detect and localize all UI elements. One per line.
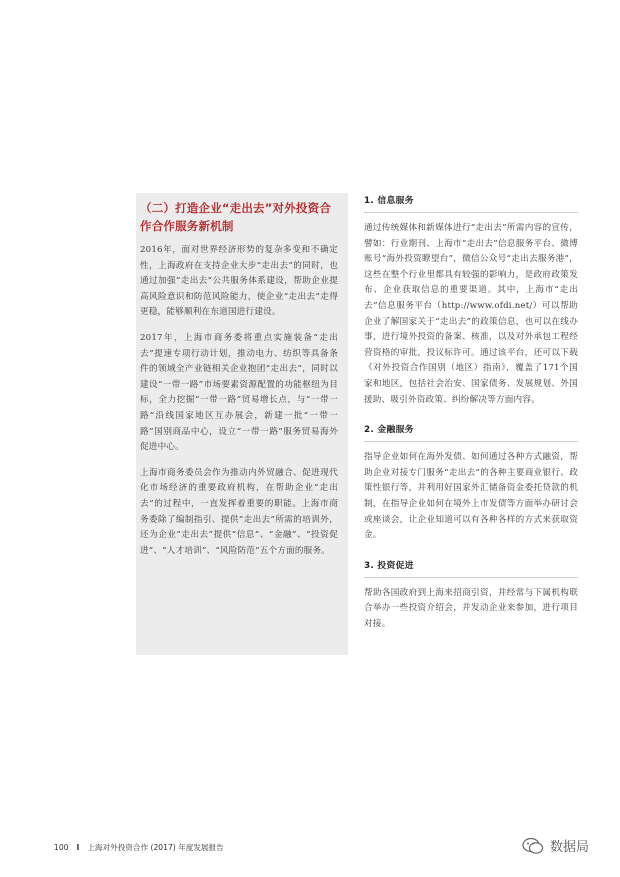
investment-promotion-block bbox=[364, 558, 578, 633]
divider bbox=[364, 212, 578, 213]
watermark-text: 数据局 bbox=[550, 840, 590, 855]
right-column bbox=[364, 193, 578, 646]
info-service-block bbox=[364, 193, 578, 408]
page-number: 100 bbox=[54, 843, 69, 852]
section-title: （二）打造企业“走出去”对外投资合作合作服务新机制 bbox=[140, 201, 332, 233]
divider bbox=[364, 441, 578, 442]
investment-promotion-heading: 3. 投资促进 bbox=[364, 560, 414, 571]
paragraph-commerce-commission: 上海市商务委员会作为推动内外贸融合、促进现代化市场经济的重要政府机构，在帮助企业“走出去”的过程中，一直发挥着重要的职能。上海市商务委除了编制指引、提供“走出去”所需的培训外，还为企业“走出去”提供“信息”、“金融”、“投资促进”、“人才培训”、“风险防范”五个方面的服务。 bbox=[140, 467, 338, 556]
footer-separator: I bbox=[76, 843, 80, 852]
finance-service-text: 指导企业如何在海外发债、如何通过各种方式融资，帮助企业对接专门服务“走出去”的各种主要商业银行、政策性银行等，并利用好国家外汇储备资金委托贷款的机制，在指导企业如何在境外上市发债等方面举办研讨会或座谈会，让企业知道可以有各种各样的方式来获取资金。 bbox=[364, 452, 578, 541]
finance-service-heading: 2. 金融服务 bbox=[364, 425, 414, 436]
paragraph-2016: 2016年，面对世界经济形势的复杂多变和不确定性，上海政府在支持企业大步“走出去”的同时，也通过加强“走出去”公共服务体系建设，帮助企业提高风险意识和防范风险能力，使企业“走出去”走得更稳，能够顺利在东道国进行建设。 bbox=[140, 245, 338, 318]
watermark bbox=[522, 836, 589, 855]
investment-promotion-text: 帮助各国政府到上海来招商引资，并经常与下属机构联合举办一些投资介绍会，并发动企业来参加，进行项目对接。 bbox=[364, 587, 578, 629]
divider bbox=[364, 577, 578, 578]
info-service-text: 通过传统媒体和新媒体进行“走出去”所需内容的宣传，譬如：行业期刊、上海市“走出去”信息服务平台、微博账号“海外投资瞭望台”，微信公众号“走出去服务港”，这些在整个行业里都具有较强的影响力，是政府政策发布、企业获取信息的重要渠道。其中，上海市“走出去”信息服务平台（http://www.ofdi.net/）可以帮助企业了解国家关于“走出去”的政策信息，也可以在线办事，进行境外投资的备案、核准，以及对外承包工程经营资格的审批，投议标许可。通过该平台，还可以下载《对外投资合作国别（地区）指南》，覆盖了171个国家和地区，包括社会治安、国家债务、发展规划、外国援助、吸引外资政策、纠纷解决等方面内容。 bbox=[364, 223, 578, 405]
left-column bbox=[136, 193, 348, 655]
page-footer bbox=[54, 842, 224, 853]
finance-service-block bbox=[364, 422, 578, 544]
report-title: 上海对外投资合作 (2017) 年度发展报告 bbox=[87, 843, 224, 852]
paragraph-2017: 2017年，上海市商务委将重点实施装备“走出去”提速专项行动计划，推动电力、纺织等具备条件的领域全产业链相关企业抱团“走出去”，同时以建设“一带一路”市场要素资源配置的功能枢纽为目标，全力挖掘“一带一路”贸易增长点，与“一带一路”沿线国家地区互办展会，新建一批“一带一路”国别商品中心，设立“一带一路”服务贸易海外促进中心。 bbox=[140, 332, 338, 453]
wechat-icon bbox=[522, 837, 544, 855]
info-service-heading: 1. 信息服务 bbox=[364, 196, 414, 206]
